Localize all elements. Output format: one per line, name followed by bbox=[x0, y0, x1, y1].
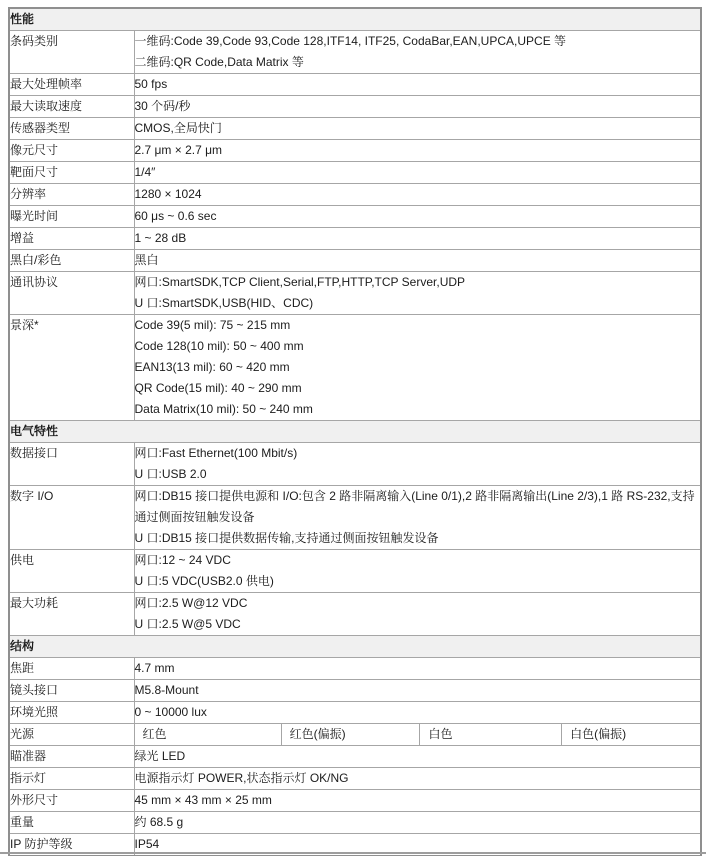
row-label: 镜头接口 bbox=[9, 680, 134, 702]
spec-row bbox=[9, 140, 701, 162]
row-value bbox=[134, 315, 701, 421]
value-line: 45 mm × 43 mm × 25 mm bbox=[134, 793, 272, 807]
value-line: U 口:2.5 W@5 VDC bbox=[134, 617, 241, 631]
row-value bbox=[134, 74, 701, 96]
spec-row bbox=[9, 680, 701, 702]
value-line: 0 ~ 10000 lux bbox=[134, 705, 207, 719]
value-line: CMOS,全局快门 bbox=[134, 121, 222, 135]
row-value-cell: 白色 bbox=[419, 724, 561, 745]
value-line: 30 个码/秒 bbox=[134, 99, 191, 113]
value-line: EAN13(13 mil): 60 ~ 420 mm bbox=[134, 360, 290, 374]
row-value-cell: 红色(偏振) bbox=[281, 724, 420, 745]
value-line: U 口:5 VDC(USB2.0 供电) bbox=[134, 574, 274, 588]
spec-row bbox=[9, 702, 701, 724]
spec-row bbox=[9, 31, 701, 74]
row-label: 焦距 bbox=[9, 658, 134, 680]
value-line: Code 39(5 mil): 75 ~ 215 mm bbox=[134, 318, 291, 332]
value-line: 电源指示灯 POWER,状态指示灯 OK/NG bbox=[134, 771, 349, 785]
value-line: 网口:SmartSDK,TCP Client,Serial,FTP,HTTP,TCP Server,UDP bbox=[134, 275, 466, 289]
row-value bbox=[134, 140, 701, 162]
row-label: 瞄准器 bbox=[9, 746, 134, 768]
row-label: 重量 bbox=[9, 812, 134, 834]
row-value bbox=[134, 443, 701, 486]
value-line: M5.8-Mount bbox=[134, 683, 199, 697]
row-label: 条码类别 bbox=[9, 31, 134, 74]
spec-row bbox=[9, 206, 701, 228]
spec-row bbox=[9, 250, 701, 272]
row-label: 增益 bbox=[9, 228, 134, 250]
row-value bbox=[134, 206, 701, 228]
row-value bbox=[134, 162, 701, 184]
row-value bbox=[134, 250, 701, 272]
value-line: 黑白 bbox=[134, 253, 159, 267]
row-label: 靶面尺寸 bbox=[9, 162, 134, 184]
row-label: 最大功耗 bbox=[9, 593, 134, 636]
row-value bbox=[134, 812, 701, 834]
row-value bbox=[134, 702, 701, 724]
spec-row bbox=[9, 593, 701, 636]
section-header-row bbox=[9, 8, 701, 31]
row-value-columns bbox=[134, 724, 701, 746]
spec-row bbox=[9, 184, 701, 206]
row-value bbox=[134, 768, 701, 790]
value-line: U 口:DB15 接口提供数据传输,支持通过侧面按钮触发设备 bbox=[134, 531, 439, 545]
row-value bbox=[134, 272, 701, 315]
spec-row bbox=[9, 486, 701, 550]
page-bottom-rule bbox=[0, 852, 706, 854]
value-line: 二维码:QR Code,Data Matrix 等 bbox=[134, 55, 304, 69]
spec-row bbox=[9, 228, 701, 250]
value-line: 绿光 LED bbox=[134, 749, 186, 763]
section-title: 结构 bbox=[9, 636, 701, 658]
value-line: QR Code(15 mil): 40 ~ 290 mm bbox=[134, 381, 302, 395]
row-label: 最大处理帧率 bbox=[9, 74, 134, 96]
row-label: 光源 bbox=[9, 724, 134, 746]
value-line: 约 68.5 g bbox=[134, 815, 184, 829]
spec-row bbox=[9, 658, 701, 680]
row-label: 黑白/彩色 bbox=[9, 250, 134, 272]
row-label: 数字 I/O bbox=[9, 486, 134, 550]
row-label: 通讯协议 bbox=[9, 272, 134, 315]
row-label: 外形尺寸 bbox=[9, 790, 134, 812]
value-line: 2.7 μm × 2.7 μm bbox=[134, 143, 223, 157]
row-value bbox=[134, 31, 701, 74]
row-value bbox=[134, 486, 701, 550]
light-source-columns bbox=[135, 724, 701, 745]
row-label: 分辨率 bbox=[9, 184, 134, 206]
row-value bbox=[134, 680, 701, 702]
value-line: 4.7 mm bbox=[134, 661, 175, 675]
row-value bbox=[134, 550, 701, 593]
row-label: 景深* bbox=[9, 315, 134, 421]
row-label: 环境光照 bbox=[9, 702, 134, 724]
spec-table-body bbox=[9, 8, 701, 856]
row-label: 曝光时间 bbox=[9, 206, 134, 228]
value-line: 网口:2.5 W@12 VDC bbox=[134, 596, 248, 610]
row-value bbox=[134, 746, 701, 768]
spec-row bbox=[9, 550, 701, 593]
row-label: 像元尺寸 bbox=[9, 140, 134, 162]
row-value bbox=[134, 658, 701, 680]
section-header-row bbox=[9, 421, 701, 443]
value-line: 网口:Fast Ethernet(100 Mbit/s) bbox=[134, 446, 298, 460]
row-label: 数据接口 bbox=[9, 443, 134, 486]
value-line: IP54 bbox=[134, 837, 160, 851]
spec-row bbox=[9, 162, 701, 184]
value-line: 网口:12 ~ 24 VDC bbox=[134, 553, 231, 567]
spec-row bbox=[9, 118, 701, 140]
value-line: U 口:USB 2.0 bbox=[134, 467, 207, 481]
spec-row bbox=[9, 272, 701, 315]
value-line: 一维码:Code 39,Code 93,Code 128,ITF14, ITF25, CodaBar,EAN,UPCA,UPCE 等 bbox=[134, 34, 567, 48]
row-value-cell: 白色(偏振) bbox=[561, 724, 700, 745]
value-line: 网口:DB15 接口提供电源和 I/O:包含 2 路非隔离输入(Line 0/1),2 路非隔离输出(Line 2/3),1 路 RS-232,支持通过侧面按钮触发设备 bbox=[134, 489, 695, 524]
row-value bbox=[134, 118, 701, 140]
row-label: 供电 bbox=[9, 550, 134, 593]
value-line: Code 128(10 mil): 50 ~ 400 mm bbox=[134, 339, 304, 353]
value-line: 1 ~ 28 dB bbox=[134, 231, 187, 245]
spec-row bbox=[9, 315, 701, 421]
spec-row bbox=[9, 74, 701, 96]
spec-row bbox=[9, 443, 701, 486]
row-value bbox=[134, 593, 701, 636]
row-value bbox=[134, 790, 701, 812]
value-line: Data Matrix(10 mil): 50 ~ 240 mm bbox=[134, 402, 313, 416]
spec-row bbox=[9, 768, 701, 790]
value-line: 50 fps bbox=[134, 77, 168, 91]
row-value bbox=[134, 184, 701, 206]
row-label: 指示灯 bbox=[9, 768, 134, 790]
section-title: 电气特性 bbox=[9, 421, 701, 443]
spec-table bbox=[8, 7, 702, 856]
spec-row bbox=[9, 812, 701, 834]
spec-row bbox=[9, 96, 701, 118]
value-line: 1280 × 1024 bbox=[134, 187, 202, 201]
section-title: 性能 bbox=[9, 8, 701, 31]
value-line: 1/4″ bbox=[134, 165, 156, 179]
value-line: 60 μs ~ 0.6 sec bbox=[134, 209, 217, 223]
row-value bbox=[134, 96, 701, 118]
section-header-row bbox=[9, 636, 701, 658]
value-line: U 口:SmartSDK,USB(HID、CDC) bbox=[134, 296, 314, 310]
row-label: IP 防护等级 bbox=[9, 834, 134, 856]
row-value bbox=[134, 228, 701, 250]
row-value-cell: 红色 bbox=[142, 727, 167, 741]
row-label: 最大读取速度 bbox=[9, 96, 134, 118]
spec-row bbox=[9, 790, 701, 812]
spec-row bbox=[9, 724, 701, 746]
spec-row bbox=[9, 746, 701, 768]
row-label: 传感器类型 bbox=[9, 118, 134, 140]
